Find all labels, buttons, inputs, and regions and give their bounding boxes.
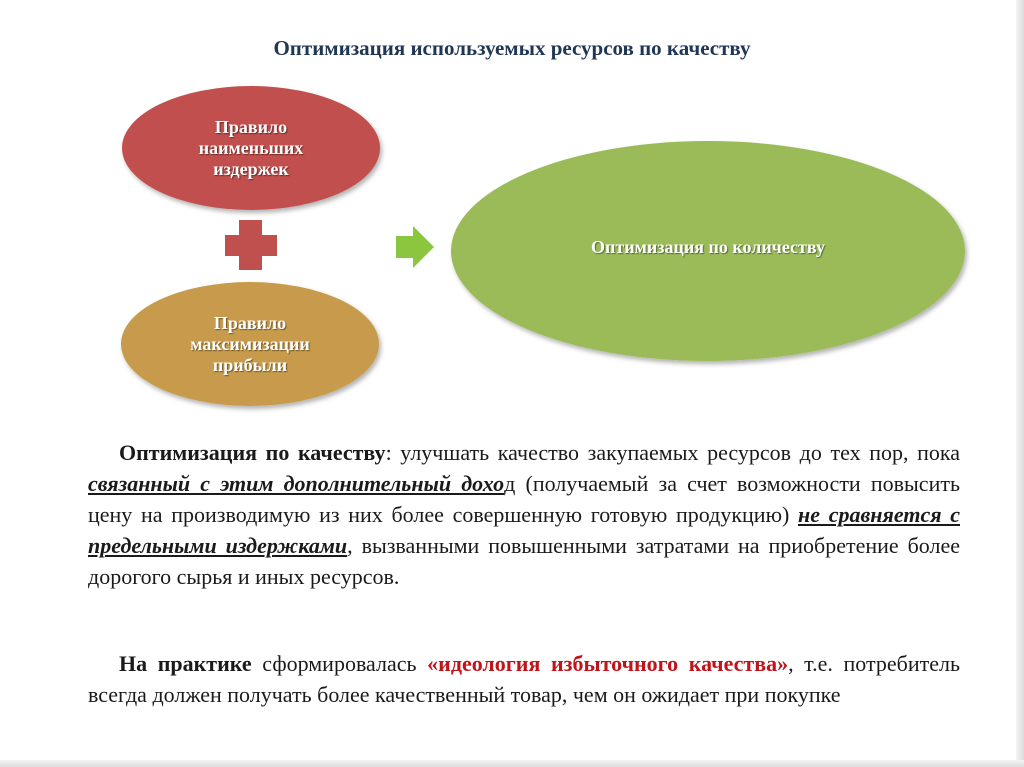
paragraph1-emphasis-2: не сравняется с предельными издержками [88, 502, 960, 558]
paragraph1-text-3: , вызванными повышенными затратами на приобретение более дорогого сырья и иных ресурсов. [88, 533, 961, 589]
paragraph2-text-2: , т.е. потребитель всегда должен получать более качественный товар, чем он ожидает при покупке [88, 651, 961, 707]
oval-cost-line-3: издержек [213, 158, 289, 179]
paragraph1-lead: Оптимизация по качеству [119, 440, 386, 465]
arrow-right-icon [396, 226, 434, 268]
oval-result-label [500, 220, 916, 274]
oval-cost-label [150, 100, 352, 196]
paragraph2-lead: На практике [119, 651, 252, 676]
paragraph-practice [88, 648, 960, 710]
paragraph-quality-optimization [88, 437, 960, 592]
plus-icon [225, 220, 277, 270]
oval-profit-line-3: прибыли [212, 354, 288, 375]
paragraph1-emphasis-1: связанный с этим дополнительный дохо [88, 471, 505, 496]
oval-cost-line-1: Правило [214, 116, 288, 137]
paragraph2-text-1: сформировалась [251, 651, 428, 676]
oval-result-text: Оптимизация по количеству [591, 236, 825, 257]
oval-profit-line-2: максимизации [190, 333, 310, 354]
oval-cost-line-2: наименьших [198, 137, 304, 158]
slide-edge-bottom [0, 760, 1024, 767]
oval-profit-line-1: Правило [213, 312, 287, 333]
oval-profit-label [149, 296, 351, 392]
paragraph1-text-2: д (получаемый за счет возможности повысить цену на производимую из них более совершенную готовую продукцию) [88, 471, 960, 527]
paragraph2-highlight: «идеология избыточного качества» [427, 651, 789, 676]
slide-title: Оптимизация используемых ресурсов по качеству [273, 36, 751, 60]
paragraph1-text-1: : улучшать качество закупаемых ресурсов до тех пор, пока [385, 440, 960, 465]
